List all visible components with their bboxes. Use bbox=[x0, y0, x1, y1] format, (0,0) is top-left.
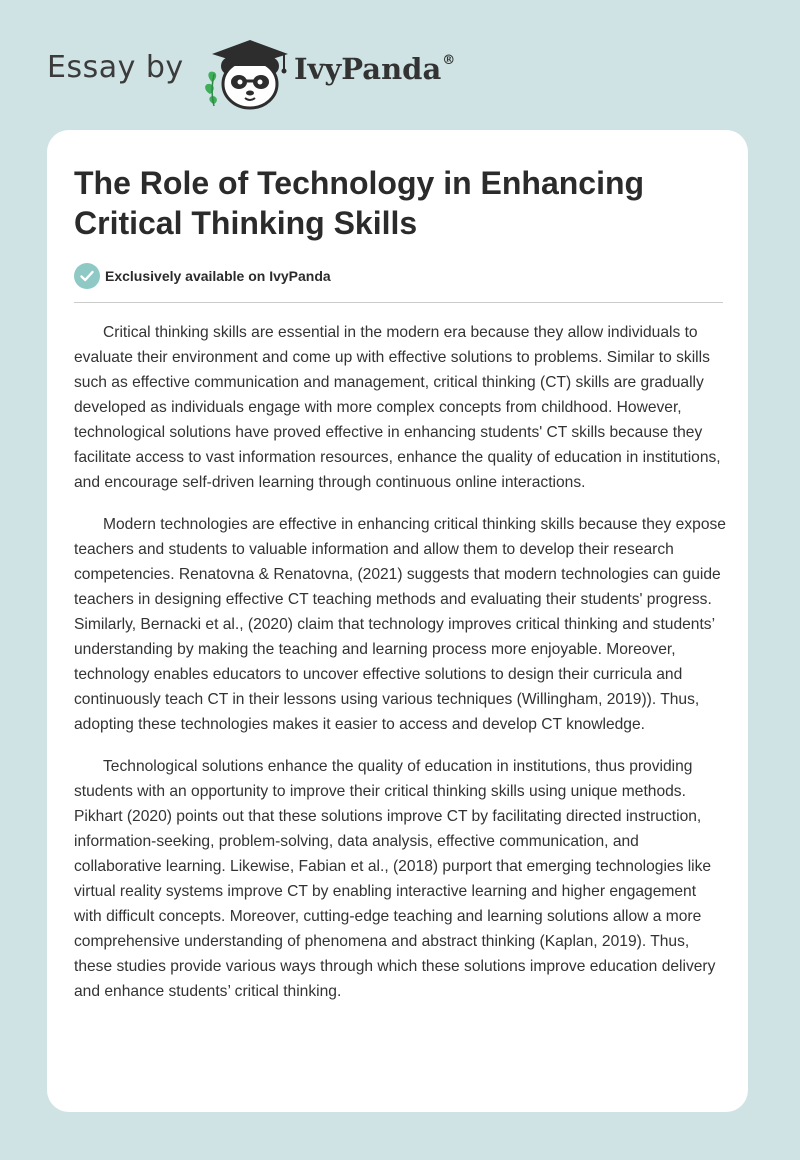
site-header bbox=[0, 0, 800, 130]
brand-text: IvyPanda bbox=[294, 52, 442, 86]
essay-by-label: Essay by bbox=[47, 50, 184, 85]
divider bbox=[74, 302, 723, 303]
check-circle-icon bbox=[74, 263, 100, 289]
paragraph-3: Technological solutions enhance the quality of education in institutions, thus providing students with an opportunity to improve their critical thinking skills using unique methods. Pikhart (2020) points out that these solutions improve CT by facilitating directed instruction, information-seeking, problem-solving, data analysis, effective communication, and collaborative learning. Likewise, Fabian et al., (2018) purport that emerging technologies like virtual reality systems improve CT by enabling interactive learning and higher engagement with difficult concepts. Moreover, cutting-edge teaching and learning solutions allow a more comprehensive understanding of phenomena and abstract thinking (Kaplan, 2019). Thus, these studies provide various ways through which these solutions improve education delivery and enhance students’ critical thinking. bbox=[74, 758, 716, 1000]
brand-name bbox=[294, 52, 455, 86]
exclusive-badge bbox=[74, 263, 331, 289]
paragraph-2: Modern technologies are effective in enhancing critical thinking skills because they expose teachers and students to valuable information and allow them to develop their research competencies. Renatovna & Renatovna, (2021) suggests that modern technologies can guide teachers in designing effective CT teaching methods and evaluating their students' progress. Similarly, Bernacki et al., (2020) claim that technology improves critical thinking and students’ understanding by making the teaching and learning process more enjoyable. Moreover, technology enables educators to uncover effective solutions to design their curricula and continuously teach CT in their lessons using various techniques (Willingham, 2019)). Thus, adopting these technologies makes it easier to access and develop CT knowledge. bbox=[74, 516, 726, 733]
paragraph-1: Critical thinking skills are essential in the modern era because they allow individuals to evaluate their environment and come up with effective solutions to problems. Similar to skills such as effective communication and management, critical thinking (CT) skills are gradually developed as individuals engage with more complex concepts from childhood. However, technological solutions have proved effective in enhancing students' CT skills because they facilitate access to vast information resources, enhance the quality of education in institutions, and encourage self-driven learning through continuous online interactions. bbox=[74, 324, 721, 491]
panda-logo-icon bbox=[200, 36, 292, 110]
registered-mark: ® bbox=[442, 53, 456, 69]
essay-title: The Role of Technology in Enhancing Critical Thinking Skills bbox=[74, 165, 645, 241]
essay-card bbox=[47, 130, 748, 1112]
essay-body bbox=[74, 320, 726, 1021]
exclusive-label: Exclusively available on IvyPanda bbox=[105, 268, 331, 284]
